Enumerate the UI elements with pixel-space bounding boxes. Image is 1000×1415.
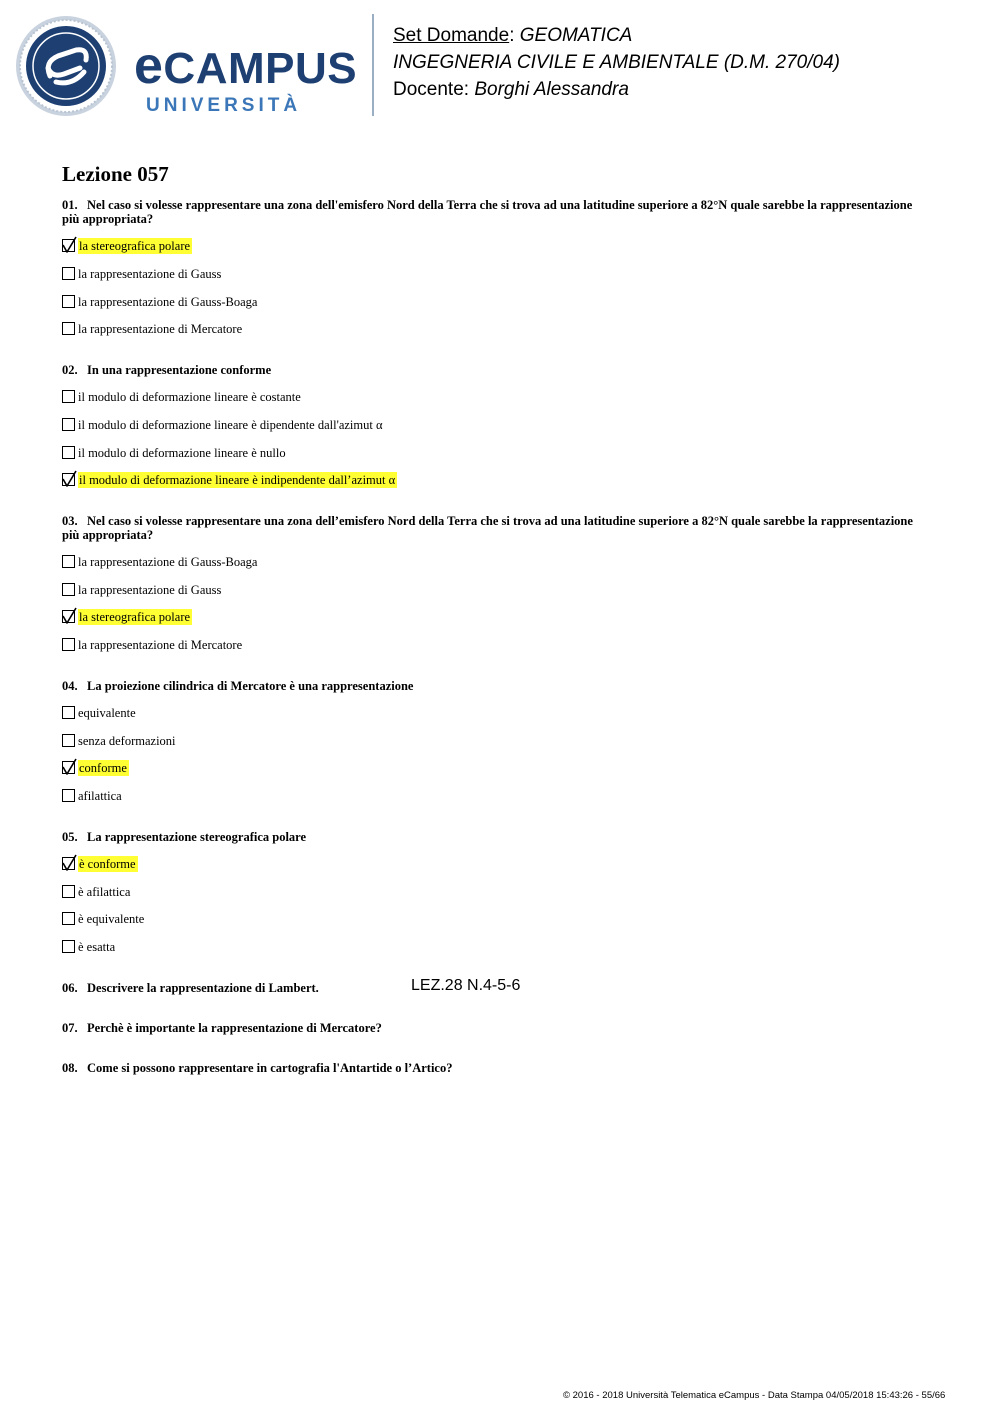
ecampus-logo <box>14 14 359 118</box>
question-01: 01. Nel caso si volesse rappresentare una zona dell'emisfero Nord della Terra che si trova ad una latitudine superiore a 82°N quale sarebbe la rappresentazione più appropriata? <box>62 198 913 226</box>
footer: © 2016 - 2018 Università Telematica eCampus - Data Stampa 04/05/2018 15:43:26 - 55/66 <box>563 1390 946 1401</box>
checkbox[interactable] <box>62 390 75 403</box>
university-seal-icon <box>14 14 118 118</box>
checkbox[interactable] <box>62 322 75 335</box>
checkbox[interactable] <box>62 885 75 898</box>
checkbox[interactable] <box>62 940 75 953</box>
answer-option[interactable]: il modulo di deformazione lineare è indipendente dall’azimut α <box>62 471 397 487</box>
handwritten-note: LEZ.28 N.4-5-6 <box>411 977 521 994</box>
checkbox[interactable] <box>62 638 75 651</box>
checkbox[interactable] <box>62 295 75 308</box>
answer-option[interactable]: il modulo di deformazione lineare è costante <box>62 388 301 404</box>
checkmark-icon <box>62 854 78 872</box>
teacher-label: Docente: <box>393 79 475 100</box>
answer-option[interactable]: conforme <box>62 759 129 775</box>
checkbox[interactable] <box>62 789 75 802</box>
set-label: Set Domande <box>393 25 510 46</box>
question-05: 05. La rappresentazione stereografica polare <box>62 830 307 844</box>
question-02: 02. In una rappresentazione conforme <box>62 363 272 377</box>
checkbox[interactable] <box>62 761 75 774</box>
answer-option[interactable]: è afilattica <box>62 883 130 899</box>
answer-option[interactable]: la rappresentazione di Mercatore <box>62 320 242 336</box>
question-06: 06. Descrivere la rappresentazione di Lambert. <box>62 981 319 995</box>
course: INGEGNERIA CIVILE E AMBIENTALE (D.M. 270/04) <box>393 52 840 73</box>
answer-option[interactable]: senza deformazioni <box>62 732 176 748</box>
answer-option[interactable]: è conforme <box>62 855 138 871</box>
answer-option[interactable]: è esatta <box>62 938 115 954</box>
question-04: 04. La proiezione cilindrica di Mercatore è una rappresentazione <box>62 679 414 693</box>
subject: GEOMATICA <box>519 25 633 46</box>
checkmark-icon <box>62 470 78 488</box>
checkbox[interactable] <box>62 418 75 431</box>
answer-option[interactable]: la rappresentazione di Gauss <box>62 581 221 597</box>
checkmark-icon <box>62 236 78 254</box>
brand-subtitle: UNIVERSITÀ <box>146 95 302 116</box>
question-03: 03. Nel caso si volesse rappresentare una zona dell’emisfero Nord della Terra che si trova ad una latitudine superiore a 82°N quale sarebbe la rappresentazione più appropriata? <box>62 514 913 542</box>
lesson-title: Lezione 057 <box>62 162 169 186</box>
answer-option[interactable]: la stereografica polare <box>62 237 192 253</box>
checkbox[interactable] <box>62 734 75 747</box>
checkmark-icon <box>62 607 78 625</box>
checkbox[interactable] <box>62 267 75 280</box>
answer-option[interactable]: equivalente <box>62 704 136 720</box>
answer-option[interactable]: la rappresentazione di Mercatore <box>62 636 242 652</box>
answer-option[interactable]: è equivalente <box>62 910 144 926</box>
checkbox[interactable] <box>62 583 75 596</box>
brand-name: eCAMPUS <box>134 37 358 95</box>
checkbox[interactable] <box>62 473 75 486</box>
header-divider <box>372 14 374 116</box>
checkbox[interactable] <box>62 610 75 623</box>
checkbox[interactable] <box>62 912 75 925</box>
question-07: 07. Perchè è importante la rappresentazione di Mercatore? <box>62 1021 382 1035</box>
answer-option[interactable]: la stereografica polare <box>62 608 192 624</box>
checkbox[interactable] <box>62 446 75 459</box>
answer-option[interactable]: la rappresentazione di Gauss-Boaga <box>62 553 257 569</box>
question-08: 08. Come si possono rappresentare in cartografia l'Antartide o l’Artico? <box>62 1061 453 1075</box>
checkmark-icon <box>62 758 78 776</box>
checkbox[interactable] <box>62 706 75 719</box>
answer-option[interactable]: il modulo di deformazione lineare è nullo <box>62 444 286 460</box>
checkbox[interactable] <box>62 239 75 252</box>
checkbox[interactable] <box>62 555 75 568</box>
answer-option[interactable]: afilattica <box>62 787 122 803</box>
answer-option[interactable]: la rappresentazione di Gauss-Boaga <box>62 293 257 309</box>
answer-option[interactable]: la rappresentazione di Gauss <box>62 265 221 281</box>
checkbox[interactable] <box>62 857 75 870</box>
document-header: Set Domande: GEOMATICA INGEGNERIA CIVILE E AMBIENTALE (D.M. 270/04) Docente: Borghi Alessandra <box>393 25 840 100</box>
teacher-name: Borghi Alessandra <box>474 79 629 100</box>
answer-option[interactable]: il modulo di deformazione lineare è dipendente dall'azimut α <box>62 416 383 432</box>
